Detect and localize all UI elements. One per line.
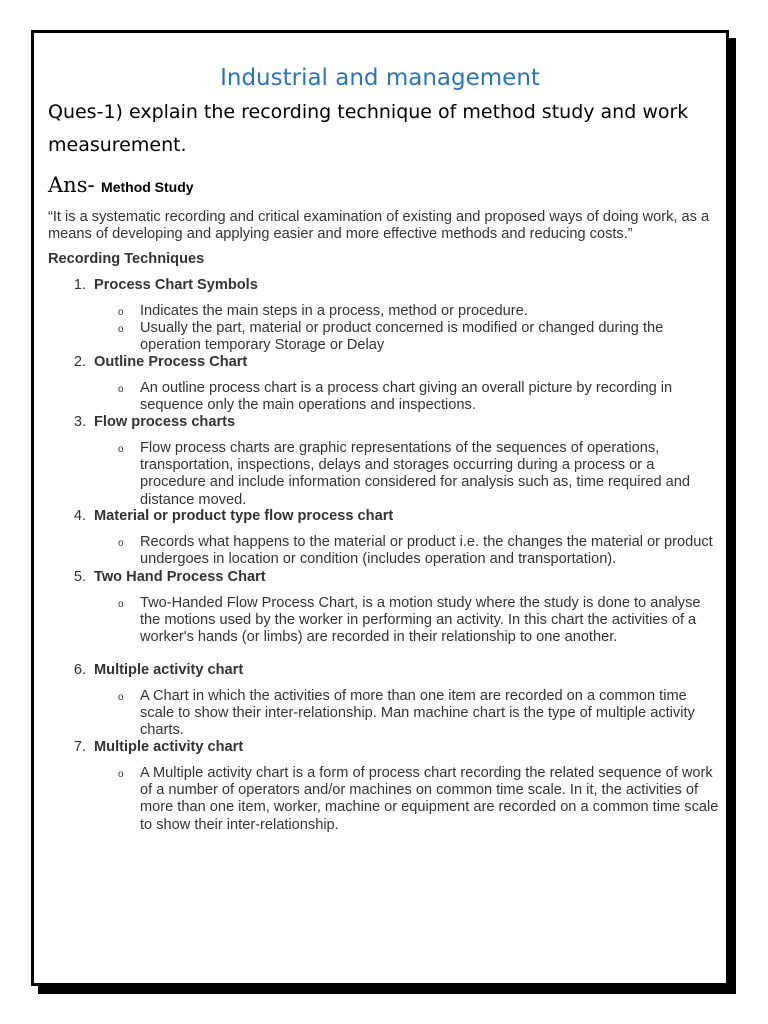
bullet-text: Records what happens to the material or product i.e. the changes the material or product undergoes in location or condition (includes operation and transportation). (140, 534, 713, 568)
item-number: 7. (73, 739, 86, 755)
bullet-icon: o (118, 444, 124, 455)
bullet-icon: o (118, 324, 124, 335)
bullet-text: Indicates the main steps in a process, method or procedure. (140, 303, 528, 319)
bullet-text: A Chart in which the activities of more than one item are recorded on a common time scale to show their inter-relationship. Man machine chart is the type of multiple activity charts. (140, 688, 695, 739)
bullet-text: A Multiple activity chart is a form of process chart recording the related sequence of work of a number of operators and/or machines on common time scale. In it, the activities of more than one item, worker, machine or equipment are recorded on a common time scale to show their inter-relationship. (140, 765, 719, 833)
item-number: 1. (73, 277, 86, 293)
document-page (31, 30, 729, 986)
bullet-icon: o (118, 769, 124, 780)
item-title: Flow process charts (94, 414, 236, 430)
item-title: Process Chart Symbols (94, 277, 258, 293)
item-title: Multiple activity chart (94, 662, 244, 678)
bullet-icon: o (118, 384, 124, 395)
bullet-icon: o (118, 538, 124, 549)
item-number: 3. (73, 414, 86, 430)
item-title: Two Hand Process Chart (94, 569, 266, 585)
bullet-text: Flow process charts are graphic representations of the sequences of operations, transportation, inspections, delays and storages occurring during a process or a procedure and include information considered for analysis such as, time required and distance moved. (140, 440, 691, 508)
bullet-icon: o (118, 599, 124, 610)
bullet-text: Two-Handed Flow Process Chart, is a motion study where the study is done to analyse the motions used by the worker in performing an activity. In this chart the activities of a worker's hands (or limbs) are recorded in their relationship to one another. (140, 595, 701, 646)
question-text: Ques-1) explain the recording technique of method study and work measurement. (48, 101, 689, 156)
bullet-text: Usually the part, material or product concerned is modified or changed during the operation temporary Storage or Delay (140, 320, 664, 354)
bullet-text: An outline process chart is a process chart giving an overall picture by recording in sequence only the main operations and inspections. (140, 380, 673, 414)
bullet-icon: o (118, 307, 124, 318)
item-title: Material or product type flow process chart (94, 508, 394, 524)
answer-heading (48, 173, 194, 197)
recording-techniques-heading: Recording Techniques (48, 251, 205, 267)
item-number: 4. (73, 508, 86, 524)
item-number: 5. (73, 569, 86, 585)
item-number: 2. (73, 354, 86, 370)
bullet-icon: o (118, 692, 124, 703)
item-title: Outline Process Chart (94, 354, 248, 370)
document-title: Industrial and management (220, 65, 540, 91)
definition-text: “It is a systematic recording and critical examination of existing and proposed ways of doing work, as a means of developing and applying easier and more effective methods and reducing costs.” (48, 209, 710, 242)
answer-subheading: Method Study (101, 179, 194, 195)
item-title: Multiple activity chart (94, 739, 244, 755)
answer-label: Ans- (48, 173, 95, 197)
item-number: 6. (73, 662, 86, 678)
